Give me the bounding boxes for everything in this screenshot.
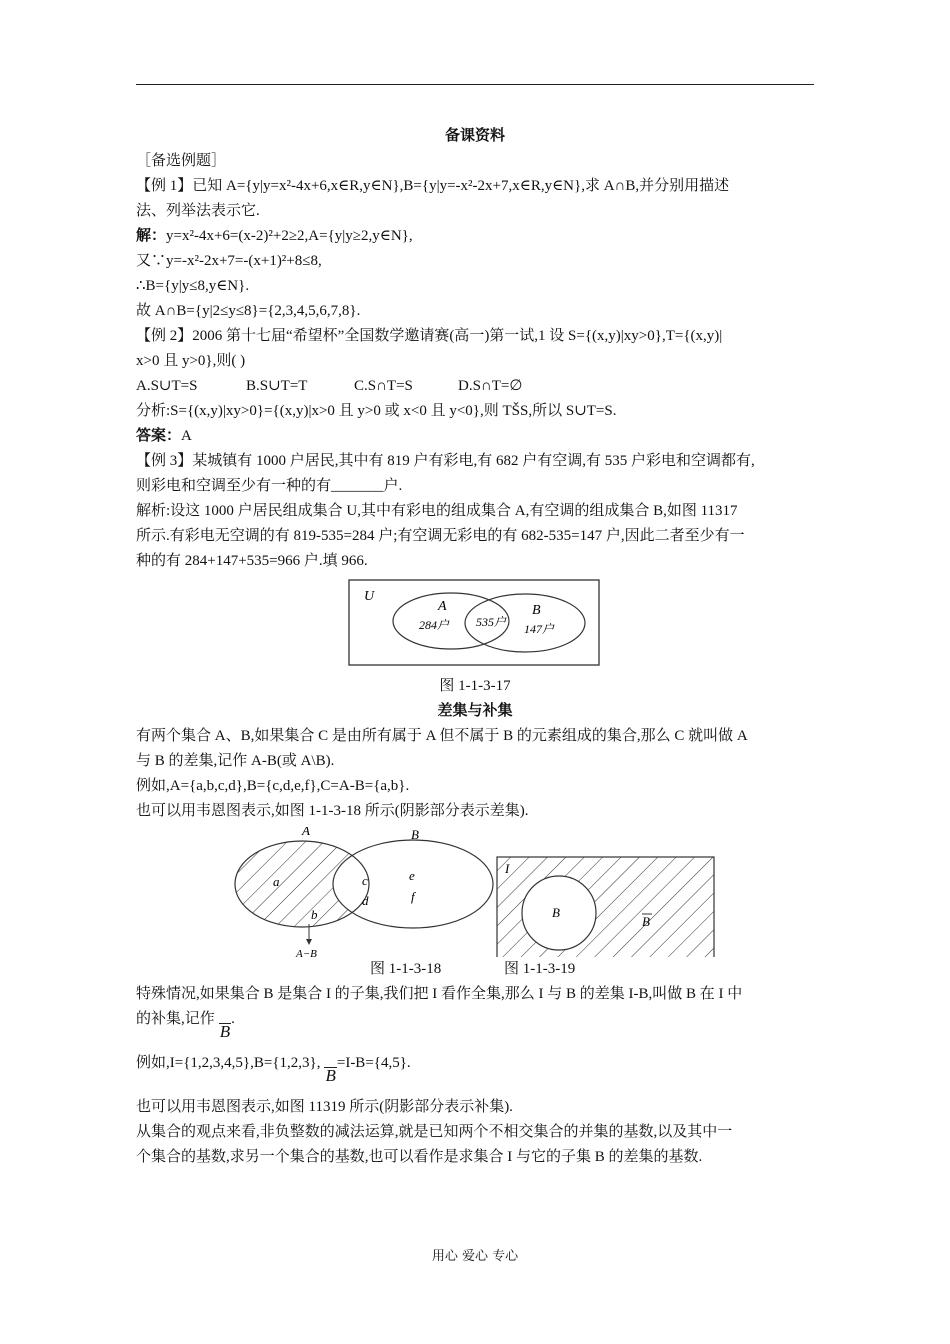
venn-diagrams-18-19 <box>136 827 814 957</box>
elem-c: c <box>362 873 368 888</box>
b-count: 147户 <box>524 622 555 636</box>
example-3-analysis-2: 所示.有彩电无空调的有 819-535=284 户;有空调无彩电的有 682-535=147 户,因此二者至少有一 <box>136 528 745 544</box>
option-d: D.S∩T=∅ <box>458 378 523 394</box>
figure-1-1-3-17 <box>136 578 814 674</box>
example-1-solution-4: 故 A∩B={y|2≤y≤8}={2,3,4,5,6,7,8}. <box>136 303 361 319</box>
complement-para-2-post: =I-B={4,5}. <box>336 1055 411 1071</box>
example-1-solution-1 <box>136 224 814 249</box>
answer-label: 答案： <box>136 428 182 444</box>
example-1-solution-3: ∴B={y|y≤8,y∈N}. <box>136 278 250 294</box>
option-c: C.S∩T=S <box>354 378 413 394</box>
document-body <box>136 124 814 1170</box>
universe-rect <box>349 580 599 665</box>
elem-f: f <box>411 889 415 904</box>
complement-para-2-pre: 例如,I={1,2,3,4,5},B={1,2,3}, <box>136 1055 321 1071</box>
option-a: A.S∪T=S <box>136 378 198 394</box>
arrow-head <box>306 939 312 945</box>
header-rule <box>136 84 814 85</box>
option-b: B.S∪T=T <box>246 378 308 394</box>
figures-18-19 <box>136 827 814 957</box>
example-1-solution-2: 又∵y=-x²-2x+7=-(x+1)²+8≤8, <box>136 253 322 269</box>
b-complement-letter: B <box>219 1022 231 1041</box>
example-3-line-2: 则彩电和空调至少有一种的有_______户. <box>136 478 403 494</box>
caption-1-1-3-19: 图 1-1-3-19 <box>504 961 576 977</box>
venn-diagram-17 <box>136 578 814 672</box>
a-count: 284户 <box>419 618 450 632</box>
a-label: A <box>438 599 447 614</box>
difference-para-1a: 有两个集合 A、B,如果集合 C 是由所有属于 A 但不属于 B 的元素组成的集合,那么 C 就叫做 A <box>136 728 748 744</box>
example-3-analysis-3: 种的有 284+147+535=966 户.填 966. <box>136 553 368 569</box>
elem-e: e <box>409 868 415 883</box>
b-label-19: B <box>552 905 560 920</box>
complement-para-1a: 特殊情况,如果集合 B 是集合 I 的子集,我们把 I 看作全集,那么 I 与 B 的差集 I-B,叫做 B 在 I 中 <box>136 986 743 1002</box>
i-label: I <box>505 861 510 876</box>
u-label: U <box>364 589 375 604</box>
complement-para-4b: 个集合的基数,求另一个集合的基数,也可以看作是求集合 I 与它的子集 B 的差集的基数. <box>136 1149 703 1165</box>
section-title-difference: 差集与补集 <box>437 703 513 719</box>
example-1-line-2: 法、列举法表示它. <box>136 203 260 219</box>
example-1-line-1: 【例 1】已知 A={y|y=x²-4x+6,x∈R,y∈N},B={y|y=-x²-2x+7,x∈R,y∈N},求 A∩B,并分别用描述 <box>136 178 730 194</box>
caption-1-1-3-17: 图 1-1-3-17 <box>439 678 511 694</box>
arrow-label: A−B <box>296 948 317 957</box>
example-2-line-2: x>0 且 y>0},则( ) <box>136 353 246 369</box>
difference-para-3: 也可以用韦恩图表示,如图 1-1-3-18 所示(阴影部分表示差集). <box>136 803 529 819</box>
difference-para-2: 例如,A={a,b,c,d},B={c,d,e,f},C=A-B={a,b}. <box>136 778 410 794</box>
b-label-18: B <box>411 827 419 842</box>
figure-captions-18-19 <box>136 957 814 982</box>
page-title: 备课资料 <box>444 128 505 144</box>
elem-d: d <box>362 893 369 908</box>
example-2-analysis: 分析:S={(x,y)|xy>0}={(x,y)|x>0 且 y>0 或 x<0 且 y<0},则 TŠS,所以 S∪T=S. <box>136 403 617 419</box>
b-label: B <box>532 603 541 618</box>
ab-count: 535户 <box>476 615 507 629</box>
complement-para-3: 也可以用韦恩图表示,如图 11319 所示(阴影部分表示补集). <box>136 1099 513 1115</box>
example-3-analysis-1: 解析:设这 1000 户居民组成集合 U,其中有彩电的组成集合 A,有空调的组成集合 B,如图 11317 <box>136 503 738 519</box>
solution-text: y=x²-4x+6=(x-2)²+2≥2,A={y|y≥2,y∈N}, <box>166 228 413 244</box>
page-footer: 用心 爱心 专心 <box>431 1249 519 1264</box>
complement-para-1b <box>136 1007 814 1045</box>
difference-para-1b: 与 B 的差集,记作 A-B(或 A\B). <box>136 753 335 769</box>
complement-para-1b-text: 的补集,记作 <box>136 1011 215 1027</box>
complement-para-1b-end: . <box>231 1011 235 1027</box>
b-complement-letter-2: B <box>325 1066 336 1085</box>
example-3-line-1: 【例 3】某城镇有 1000 户居民,其中有 819 户有彩电,有 682 户有空调,有 535 户彩电和空调都有, <box>136 453 755 469</box>
a-label-18: A <box>302 827 310 838</box>
answer-value: A <box>181 428 192 444</box>
b-complement-symbol-2 <box>324 1067 336 1084</box>
complement-para-2 <box>136 1051 814 1095</box>
solution-label: 解： <box>136 228 167 244</box>
complement-para-4a: 从集合的观点来看,非负整数的减法运算,就是已知两个不相交集合的并集的基数,以及其中一 <box>136 1124 733 1140</box>
caption-1-1-3-18: 图 1-1-3-18 <box>370 961 442 977</box>
elem-a: a <box>273 874 280 889</box>
example-2-answer <box>136 424 814 449</box>
elem-b: b <box>311 907 318 922</box>
b-complement-symbol <box>219 1023 231 1040</box>
section-label: ［备选例题］ <box>136 153 227 169</box>
example-2-line-1: 【例 2】2006 第十七届“希望杯”全国数学邀请赛(高一)第一试,1 设 S={(x,y)|xy>0},T={(x,y)| <box>136 328 723 344</box>
b-complement-label: B <box>642 914 650 929</box>
example-2-options <box>136 374 814 399</box>
